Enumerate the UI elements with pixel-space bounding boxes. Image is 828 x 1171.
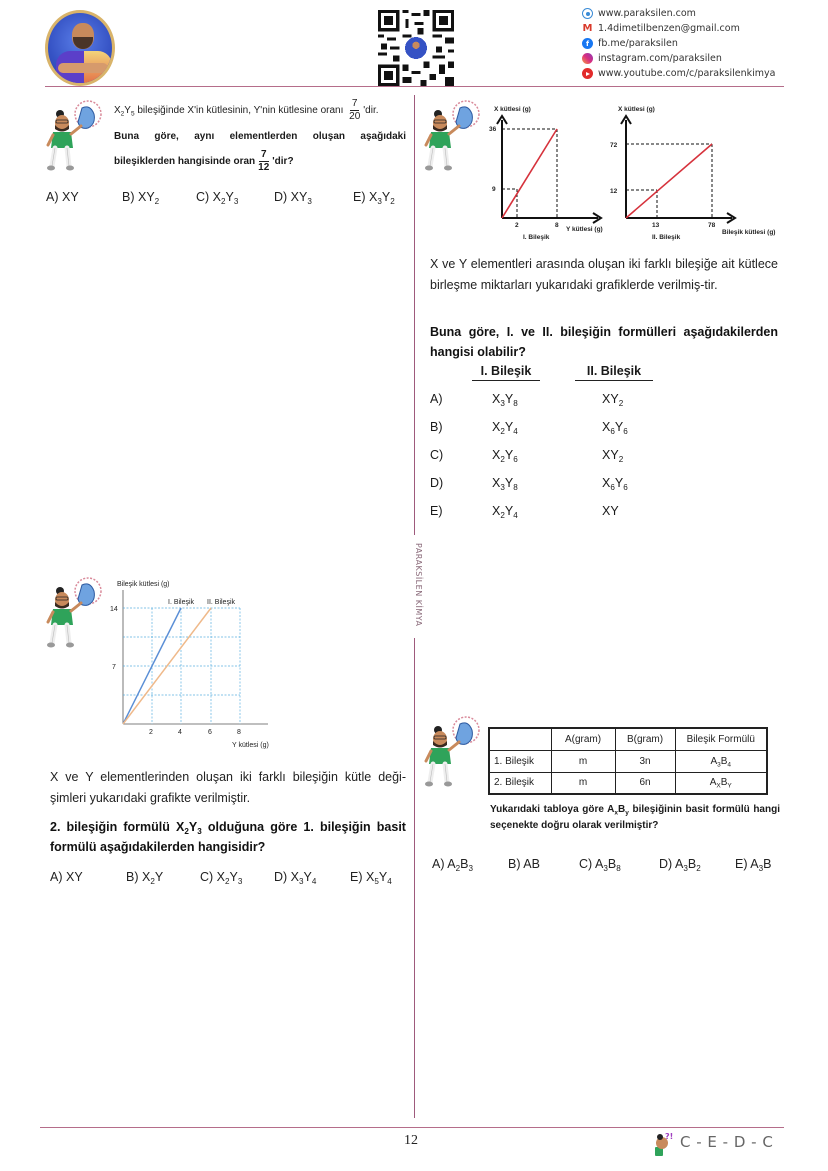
q3-option-b[interactable]: [126, 870, 163, 884]
option-label: D): [430, 476, 444, 490]
svg-text:Bileşik kütlesi (g): Bileşik kütlesi (g): [722, 229, 776, 236]
contact-website[interactable]: www.paraksilen.com: [582, 6, 822, 21]
q1-stem: $X_2Y_5$ bileşiğinde X'in kütlesinin, Y'nin kütlesine oranı $\frac{7}{20}$ 'dir.: [114, 98, 379, 122]
answer-key-mascot-icon: [654, 1131, 676, 1157]
formula: $X_2Y$: [141, 870, 164, 886]
formula: $X_2Y_4$: [492, 420, 518, 436]
svg-text:13: 13: [652, 222, 660, 229]
svg-text:6: 6: [208, 729, 212, 736]
q2-paragraph: X ve Y elementleri arasında oluşan iki farklı bileşiğe ait kütlece birleşme miktarları yukarıdaki grafiklerde verilmiş-tir.: [430, 257, 778, 292]
column-divider: [414, 95, 415, 535]
formula: $A_XB_Y$: [709, 777, 732, 790]
svg-text:X kütlesi (g): X kütlesi (g): [618, 106, 655, 113]
svg-text:2: 2: [515, 222, 519, 229]
compound-2-formula: [602, 420, 628, 434]
formula: $XY_2$: [137, 190, 160, 206]
formula: $X_6Y_6$: [602, 420, 628, 436]
q2-option-d[interactable]: [430, 469, 670, 497]
q1-formula: $X_2Y_5$: [114, 105, 135, 118]
fraction-7-20: $\frac{7}{20}$: [349, 98, 361, 122]
formula: $X_5Y_4$: [365, 870, 392, 886]
formula: $A_xB_y$: [607, 804, 629, 817]
compound-1-formula: [492, 420, 602, 434]
compound-1-formula: [492, 476, 602, 490]
q1-option-a[interactable]: [46, 190, 79, 204]
page-number: 12: [404, 1133, 418, 1148]
compound-1-formula: [492, 392, 602, 406]
svg-text:I. Bileşik: I. Bileşik: [523, 234, 550, 241]
web-icon: [582, 8, 593, 19]
formula: $A_2B_3$: [447, 857, 474, 873]
compound-2-formula: [602, 504, 619, 518]
option-label: E): [735, 857, 751, 871]
svg-text:II. Bileşik: II. Bileşik: [652, 234, 681, 241]
formula: $A_3B_8$: [594, 857, 621, 873]
svg-text:36: 36: [489, 126, 497, 133]
q4-table: [488, 727, 768, 795]
option-label: E): [350, 870, 366, 884]
col-header-compound-2: II. Bileşik: [575, 364, 653, 381]
option-label: D): [274, 190, 291, 204]
footer-divider: [40, 1127, 784, 1128]
q2-option-b[interactable]: [430, 413, 670, 441]
compound-2-formula: [602, 392, 623, 406]
formula: $X_2Y_3$: [216, 870, 243, 886]
q1-option-c[interactable]: [196, 190, 238, 204]
svg-text:8: 8: [555, 222, 559, 229]
q3-formula: $X_2Y_3$: [176, 820, 202, 836]
instagram-icon: [582, 53, 593, 64]
q1-option-d[interactable]: [274, 190, 312, 204]
header-divider: [45, 86, 784, 87]
svg-text:2: 2: [149, 729, 153, 736]
svg-text:4: 4: [178, 729, 182, 736]
q4-option-c[interactable]: [579, 857, 621, 871]
formula: AB: [523, 857, 540, 871]
formula: $X_6Y_6$: [602, 476, 628, 492]
q4-option-a[interactable]: [432, 857, 473, 871]
formula: $X_2Y_6$: [492, 448, 518, 464]
option-label: B): [508, 857, 524, 871]
formula: $XY_2$: [602, 448, 624, 464]
q2-option-c[interactable]: [430, 441, 670, 469]
option-label: E): [353, 190, 369, 204]
option-label: C): [579, 857, 595, 871]
option-label: C): [200, 870, 217, 884]
option-label: B): [122, 190, 138, 204]
formula: $A_3B_4$: [710, 755, 732, 768]
q2-options: [430, 385, 670, 525]
q4-question: Yukarıdaki tabloya göre $A_xB_y$ bileşiğinin basit formülü hangi seçenekte doğru olarak verilmiştir?: [490, 804, 780, 831]
option-label: D): [274, 870, 291, 884]
youtube-icon: [582, 68, 593, 79]
svg-text:?!: ?!: [665, 1132, 674, 1141]
col-header-compound-1: I. Bileşik: [472, 364, 540, 381]
q2-option-e[interactable]: [430, 497, 670, 525]
contact-facebook[interactable]: f fb.me/paraksilen: [582, 36, 822, 51]
formula: $X_2Y_4$: [492, 504, 518, 520]
q1-option-b[interactable]: [122, 190, 159, 204]
svg-text:8: 8: [237, 729, 241, 736]
mascot-icon: [46, 575, 108, 650]
q3-paragraph: X ve Y elementlerinden oluşan iki farklı bileşiğin kütle deği-şimleri yukarıdaki grafikte verilmiştir.: [50, 770, 406, 805]
q1-question: Buna göre, aynı elementlerden oluşan aşağıdaki bileşiklerden hangisinde oran $\frac{7}{12}$ 'dir?: [114, 131, 406, 173]
side-label: PARAKSİLEN KİMYA: [414, 543, 423, 627]
svg-text:Y kütlesi (g): Y kütlesi (g): [232, 742, 269, 749]
option-label: A): [46, 190, 62, 204]
formula: $A_3B$: [750, 857, 772, 873]
compound-1-formula: [492, 504, 602, 518]
formula: $X_3Y_2$: [368, 190, 395, 206]
contact-email[interactable]: M 1.4dimetilbenzen@gmail.com: [582, 23, 740, 34]
svg-text:Bileşik kütlesi (g): Bileşik kütlesi (g): [117, 581, 170, 588]
formula: $XY_2$: [602, 392, 624, 408]
q3-question: 2. bileşiğin formülü $X_2Y_3$ olduğuna göre 1. bileşiğin basit formülü aşağıdakilerden hangisidir?: [50, 820, 406, 854]
facebook-icon: f: [582, 38, 593, 49]
formula: $X_3Y_4$: [290, 870, 317, 886]
table-header-row: A(gram) B(gram) Bileşik Formülü: [489, 728, 767, 750]
gmail-icon: M: [582, 23, 593, 34]
column-divider: [414, 638, 415, 1118]
svg-text:I. Bileşik: I. Bileşik: [168, 599, 195, 606]
contact-youtube[interactable]: www.youtube.com/c/paraksilenkimya: [582, 66, 822, 81]
compound-2-formula: [602, 476, 628, 490]
chart-compound-mass: [108, 576, 288, 754]
option-label: B): [430, 420, 443, 434]
formula: $A_3B_2$: [674, 857, 701, 873]
answer-key: C - E - D - C: [680, 1133, 774, 1151]
q3-option-d[interactable]: [274, 870, 316, 884]
svg-text:7: 7: [112, 664, 116, 671]
q4-option-e[interactable]: [735, 857, 772, 871]
formula: $X_3Y_8$: [492, 392, 518, 408]
author-avatar: [45, 10, 115, 86]
compound-2-formula: [602, 448, 623, 462]
option-label: C): [196, 190, 213, 204]
formula: XY: [65, 870, 83, 884]
table-row: 1. Bileşik m 3n $A_3B_4$: [489, 750, 767, 772]
mascot-icon: [424, 714, 486, 789]
contact-instagram[interactable]: instagram.com/paraksilen: [582, 51, 822, 66]
svg-text:Y kütlesi (g): Y kütlesi (g): [566, 226, 603, 233]
q2-option-a[interactable]: [430, 385, 670, 413]
fraction-7-12: $\frac{7}{12}$: [258, 149, 270, 173]
qr-code: [378, 10, 454, 86]
q2-question: Buna göre, I. ve II. bileşiğin formülleri aşağıdakilerden hangisi olabilir?: [430, 325, 778, 359]
q1-option-e[interactable]: [353, 190, 395, 204]
contact-list: [582, 6, 822, 81]
option-label: A): [50, 870, 66, 884]
q4-option-d[interactable]: [659, 857, 701, 871]
formula: XY: [61, 190, 79, 204]
svg-text:14: 14: [110, 606, 118, 613]
mascot-icon: [424, 98, 486, 173]
svg-text:II. Bileşik: II. Bileşik: [207, 599, 236, 606]
compound-1-formula: [492, 448, 602, 462]
table-row: 2. Bileşik m 6n $A_XB_Y$: [489, 772, 767, 794]
svg-text:12: 12: [610, 188, 618, 195]
q3-option-e[interactable]: [350, 870, 392, 884]
q4-option-b[interactable]: [508, 857, 540, 871]
formula: $XY_3$: [290, 190, 312, 206]
option-label: C): [430, 448, 444, 462]
svg-text:9: 9: [492, 186, 496, 193]
option-label: A): [430, 392, 443, 406]
formula: $X_2Y_3$: [212, 190, 239, 206]
formula: $X_3Y_8$: [492, 476, 518, 492]
svg-text:78: 78: [708, 222, 716, 229]
option-label: A): [432, 857, 448, 871]
chart-compound-2: [604, 100, 790, 245]
mascot-icon: [46, 98, 108, 173]
q3-option-a[interactable]: [50, 870, 83, 884]
formula: XY: [602, 504, 619, 518]
q3-option-c[interactable]: [200, 870, 242, 884]
svg-text:72: 72: [610, 142, 618, 149]
option-label: D): [659, 857, 675, 871]
svg-text:X kütlesi (g): X kütlesi (g): [494, 106, 531, 113]
chart-compound-1: [486, 100, 608, 245]
option-label: B): [126, 870, 142, 884]
option-label: E): [430, 504, 443, 518]
